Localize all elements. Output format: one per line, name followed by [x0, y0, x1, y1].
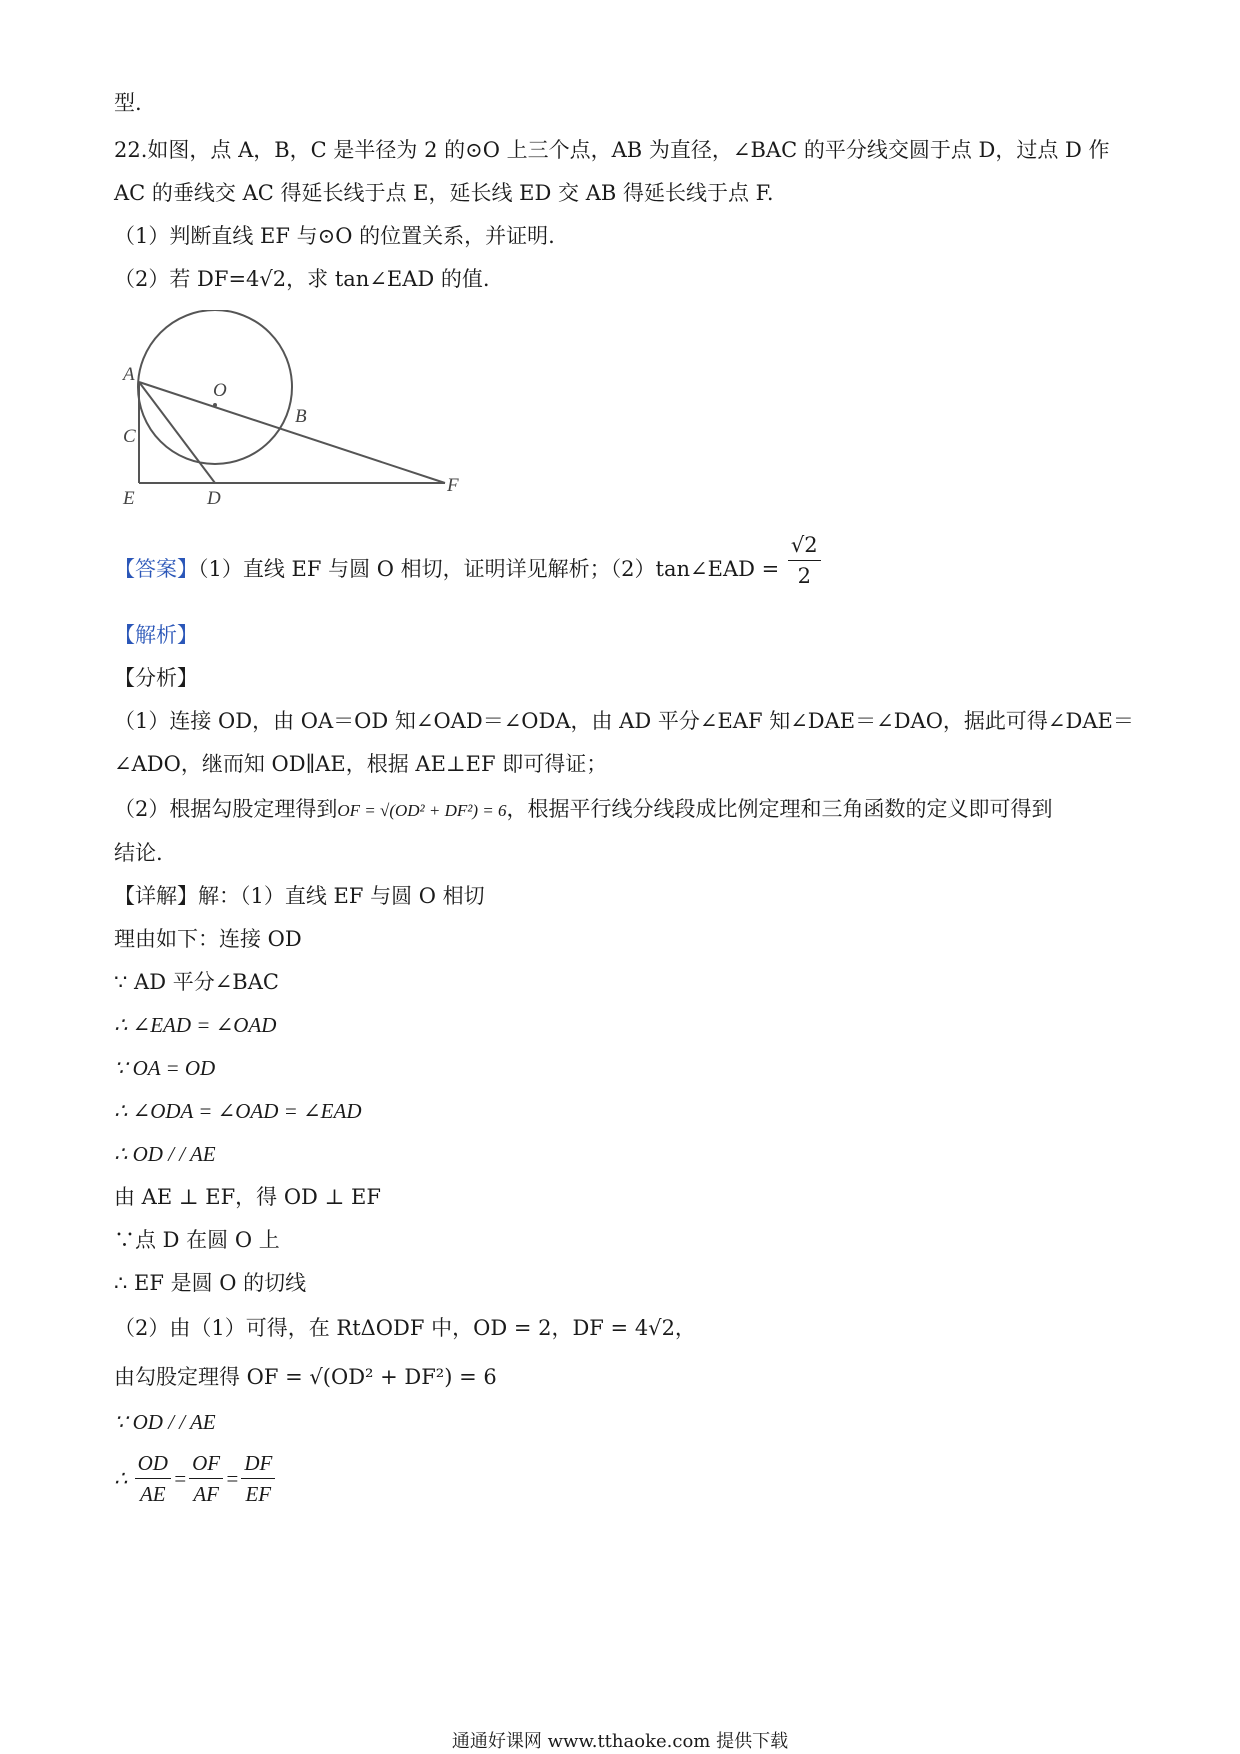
- question-2-prefix: （2）若 DF=: [114, 267, 247, 291]
- ratio-2-den: AF: [193, 1482, 219, 1506]
- fenxi-p1-line1: （1）连接 OD，由 OA＝OD 知∠OAD＝∠ODA，由 AD 平分∠EAF 知∠DAE＝∠DAO，据此可得∠DAE＝: [114, 709, 1134, 733]
- label-o: O: [213, 380, 227, 401]
- top-line: 型.: [114, 91, 142, 115]
- segment-ad: [139, 382, 215, 483]
- detail-line-11: 由勾股定理得 OF = √(OD² + DF²) = 6: [114, 1365, 497, 1389]
- ratio-prefix: ∴: [114, 1466, 128, 1491]
- detail-line-12: ∵ OD / / AE: [114, 1410, 216, 1434]
- detail-text-0: 解：（1）直线 EF 与圆 O 相切: [198, 884, 485, 908]
- ratio-1-num: OD: [135, 1448, 171, 1479]
- ratio-eq-2: =: [225, 1466, 240, 1491]
- page-footer: 通通好课网 www.tthaoke.com 提供下载: [451, 1731, 789, 1752]
- detail-line-1: 理由如下：连接 OD: [114, 927, 302, 951]
- label-a: A: [123, 364, 135, 385]
- fenxi-p2-line1: [114, 794, 1053, 826]
- answer-frac-den: 2: [797, 564, 811, 588]
- detail-line-6: ∴ OD / / AE: [114, 1142, 216, 1166]
- answer-fraction: [788, 530, 821, 591]
- label-d: D: [207, 488, 221, 509]
- ratio-eq-1: =: [172, 1466, 188, 1491]
- center-dot: [213, 403, 217, 407]
- question-2: [114, 264, 490, 294]
- fenxi-tag: 【分析】: [114, 666, 198, 690]
- detail-line-8: ∵点 D 在圆 O 上: [114, 1228, 280, 1252]
- geometry-figure: [115, 310, 485, 510]
- detail-line-4: ∵ OA = OD: [114, 1056, 216, 1080]
- ratio-frac-1: [135, 1448, 171, 1509]
- label-c: C: [123, 426, 136, 447]
- label-e: E: [123, 488, 135, 509]
- answer-tag: 【答案】: [114, 557, 198, 581]
- answer-frac-num: √2: [788, 530, 821, 561]
- detail-line-10: （2）由（1）可得，在 RtΔODF 中，OD = 2，DF = 4√2，: [114, 1316, 696, 1340]
- ratio-3-num: DF: [241, 1448, 275, 1479]
- question-2-suffix: ，求 tan∠EAD 的值.: [286, 267, 490, 291]
- fenxi-p2-prefix: （2）根据勾股定理得到: [114, 797, 338, 821]
- fenxi-p2-line2: 结论.: [114, 841, 163, 865]
- question-1: （1）判断直线 EF 与⊙O 的位置关系，并证明.: [114, 224, 555, 248]
- detail-ratio-line: [114, 1448, 277, 1509]
- detail-tag: 【详解】: [114, 884, 198, 908]
- fenxi-p1-line2: ∠ADO，继而知 OD∥AE，根据 AE⊥EF 即可得证；: [114, 752, 608, 776]
- label-f: F: [447, 475, 459, 496]
- detail-line-2: ∵ AD 平分∠BAC: [114, 970, 279, 994]
- ratio-frac-3: [241, 1448, 275, 1509]
- detail-line-3: ∴ ∠EAD = ∠OAD: [114, 1013, 277, 1037]
- question-2-value: 4√2: [246, 267, 287, 291]
- detail-line-0: [114, 881, 485, 911]
- fenxi-p2-formula: OF = √(OD² + DF²) = 6: [337, 801, 507, 820]
- ratio-frac-2: [189, 1448, 223, 1509]
- analysis-tag: 【解析】: [114, 623, 198, 647]
- ratio-1-den: AE: [139, 1482, 166, 1506]
- label-b: B: [295, 406, 307, 427]
- detail-line-9: ∴ EF 是圆 O 的切线: [114, 1271, 307, 1295]
- answer-part1: （1）直线 EF 与圆 O 相切，证明详见解析；（2）: [198, 557, 656, 581]
- fenxi-p2-suffix: ，根据平行线分线段成比例定理和三角函数的定义即可得到: [506, 797, 1053, 821]
- ratio-2-num: OF: [189, 1448, 223, 1479]
- problem-line-2: AC 的垂线交 AC 得延长线于点 E，延长线 ED 交 AB 得延长线于点 F.: [114, 181, 774, 205]
- answer-line: [114, 533, 823, 591]
- detail-line-5: ∴ ∠ODA = ∠OAD = ∠EAD: [114, 1099, 362, 1123]
- ratio-3-den: EF: [245, 1482, 272, 1506]
- answer-expr: tan∠EAD =: [655, 557, 780, 581]
- problem-line-1: 22.如图，点 A，B，C 是半径为 2 的⊙O 上三个点，AB 为直径，∠BAC 的平分线交圆于点 D，过点 D 作: [114, 138, 1110, 162]
- detail-line-7: 由 AE ⊥ EF，得 OD ⊥ EF: [114, 1185, 381, 1209]
